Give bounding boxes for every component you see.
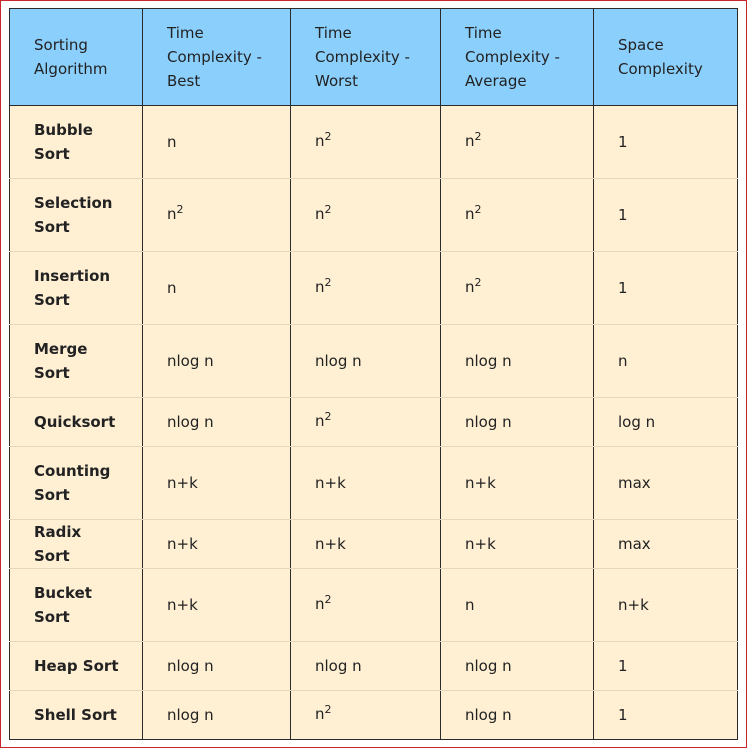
time-average-cell [441,398,594,447]
time-worst-cell [291,106,441,179]
column-header-time-average: Time Complexity - Average [441,9,594,106]
column-header-time-best: Time Complexity - Best [143,9,291,106]
complexity-value: n+k [167,596,198,614]
algorithm-name-cell: Insertion Sort [10,252,143,325]
complexity-value: nlog n [167,657,214,675]
complexity-exponent: 2 [474,276,482,289]
complexity-value: nlog n [167,706,214,724]
time-worst-cell [291,325,441,398]
column-header-algorithm: Sorting Algorithm [10,9,143,106]
time-average-cell [441,325,594,398]
time-average-cell [441,252,594,325]
time-best-cell [143,642,291,691]
space-cell [594,691,738,740]
table-body [10,106,738,740]
complexity-exponent: 2 [324,203,332,216]
time-best-cell [143,569,291,642]
space-cell [594,520,738,569]
algorithm-name-cell: Counting Sort [10,447,143,520]
time-worst-cell [291,447,441,520]
complexity-exponent: 2 [176,203,184,216]
time-worst-cell [291,642,441,691]
complexity-exponent: 2 [474,130,482,143]
complexity-value: n [315,205,325,223]
complexity-value: n [315,595,325,613]
time-worst-cell [291,398,441,447]
complexity-exponent: 2 [324,703,332,716]
complexity-value: 1 [618,279,628,297]
complexity-value: n+k [618,596,649,614]
complexity-value: n [465,278,475,296]
table-row [10,569,738,642]
space-cell [594,398,738,447]
algorithm-name-cell: Quicksort [10,398,143,447]
complexity-value: n [167,279,177,297]
table-row [10,398,738,447]
complexity-value: n [465,132,475,150]
table-header [10,9,738,106]
complexity-exponent: 2 [324,130,332,143]
complexity-exponent: 2 [324,276,332,289]
complexity-value: n [315,705,325,723]
complexity-value: nlog n [465,706,512,724]
space-cell [594,325,738,398]
complexity-value: nlog n [167,352,214,370]
algorithm-name-cell: Shell Sort [10,691,143,740]
complexity-value: n [167,205,177,223]
complexity-value: nlog n [465,352,512,370]
table-row [10,447,738,520]
algorithm-name-cell: Bubble Sort [10,106,143,179]
space-cell [594,569,738,642]
time-average-cell [441,569,594,642]
table-row [10,691,738,740]
complexity-value: nlog n [465,413,512,431]
table-row [10,642,738,691]
complexity-exponent: 2 [324,593,332,606]
time-best-cell [143,106,291,179]
complexity-value: max [618,535,651,553]
complexity-value: n+k [315,474,346,492]
complexity-exponent: 2 [474,203,482,216]
algorithm-name-cell: Bucket Sort [10,569,143,642]
space-cell [594,179,738,252]
table-row [10,106,738,179]
column-header-time-worst: Time Complexity - Worst [291,9,441,106]
time-worst-cell [291,569,441,642]
complexity-value: n [465,596,475,614]
algorithm-name-cell: Merge Sort [10,325,143,398]
time-worst-cell [291,520,441,569]
complexity-value: nlog n [167,413,214,431]
space-cell [594,252,738,325]
time-average-cell [441,691,594,740]
time-best-cell [143,447,291,520]
space-cell [594,447,738,520]
algorithm-name-cell: Heap Sort [10,642,143,691]
complexity-value: n+k [167,474,198,492]
complexity-value: 1 [618,706,628,724]
time-best-cell [143,398,291,447]
time-best-cell [143,325,291,398]
complexity-value: nlog n [315,352,362,370]
complexity-table [9,8,738,740]
time-worst-cell [291,179,441,252]
complexity-value: nlog n [315,657,362,675]
column-header-space: Space Complexity [594,9,738,106]
complexity-value: n+k [465,535,496,553]
time-worst-cell [291,691,441,740]
complexity-value: n+k [167,535,198,553]
time-best-cell [143,691,291,740]
time-worst-cell [291,252,441,325]
algorithm-name-cell: Radix Sort [10,520,143,569]
time-best-cell [143,252,291,325]
time-average-cell [441,642,594,691]
time-average-cell [441,447,594,520]
complexity-value: 1 [618,206,628,224]
table-row [10,520,738,569]
space-cell [594,106,738,179]
time-best-cell [143,179,291,252]
table-row [10,252,738,325]
complexity-value: 1 [618,657,628,675]
complexity-value: n+k [315,535,346,553]
time-best-cell [143,520,291,569]
header-row [10,9,738,106]
complexity-value: n [315,278,325,296]
complexity-value: log n [618,413,656,431]
complexity-value: n [618,352,628,370]
complexity-value: n [167,133,177,151]
complexity-value: 1 [618,133,628,151]
complexity-value: n [315,132,325,150]
complexity-value: n [465,205,475,223]
complexity-value: n+k [465,474,496,492]
time-average-cell [441,520,594,569]
complexity-value: max [618,474,651,492]
complexity-value: n [315,412,325,430]
table-row [10,179,738,252]
time-average-cell [441,106,594,179]
time-average-cell [441,179,594,252]
complexity-value: nlog n [465,657,512,675]
complexity-exponent: 2 [324,410,332,423]
space-cell [594,642,738,691]
algorithm-name-cell: Selection Sort [10,179,143,252]
table-row [10,325,738,398]
